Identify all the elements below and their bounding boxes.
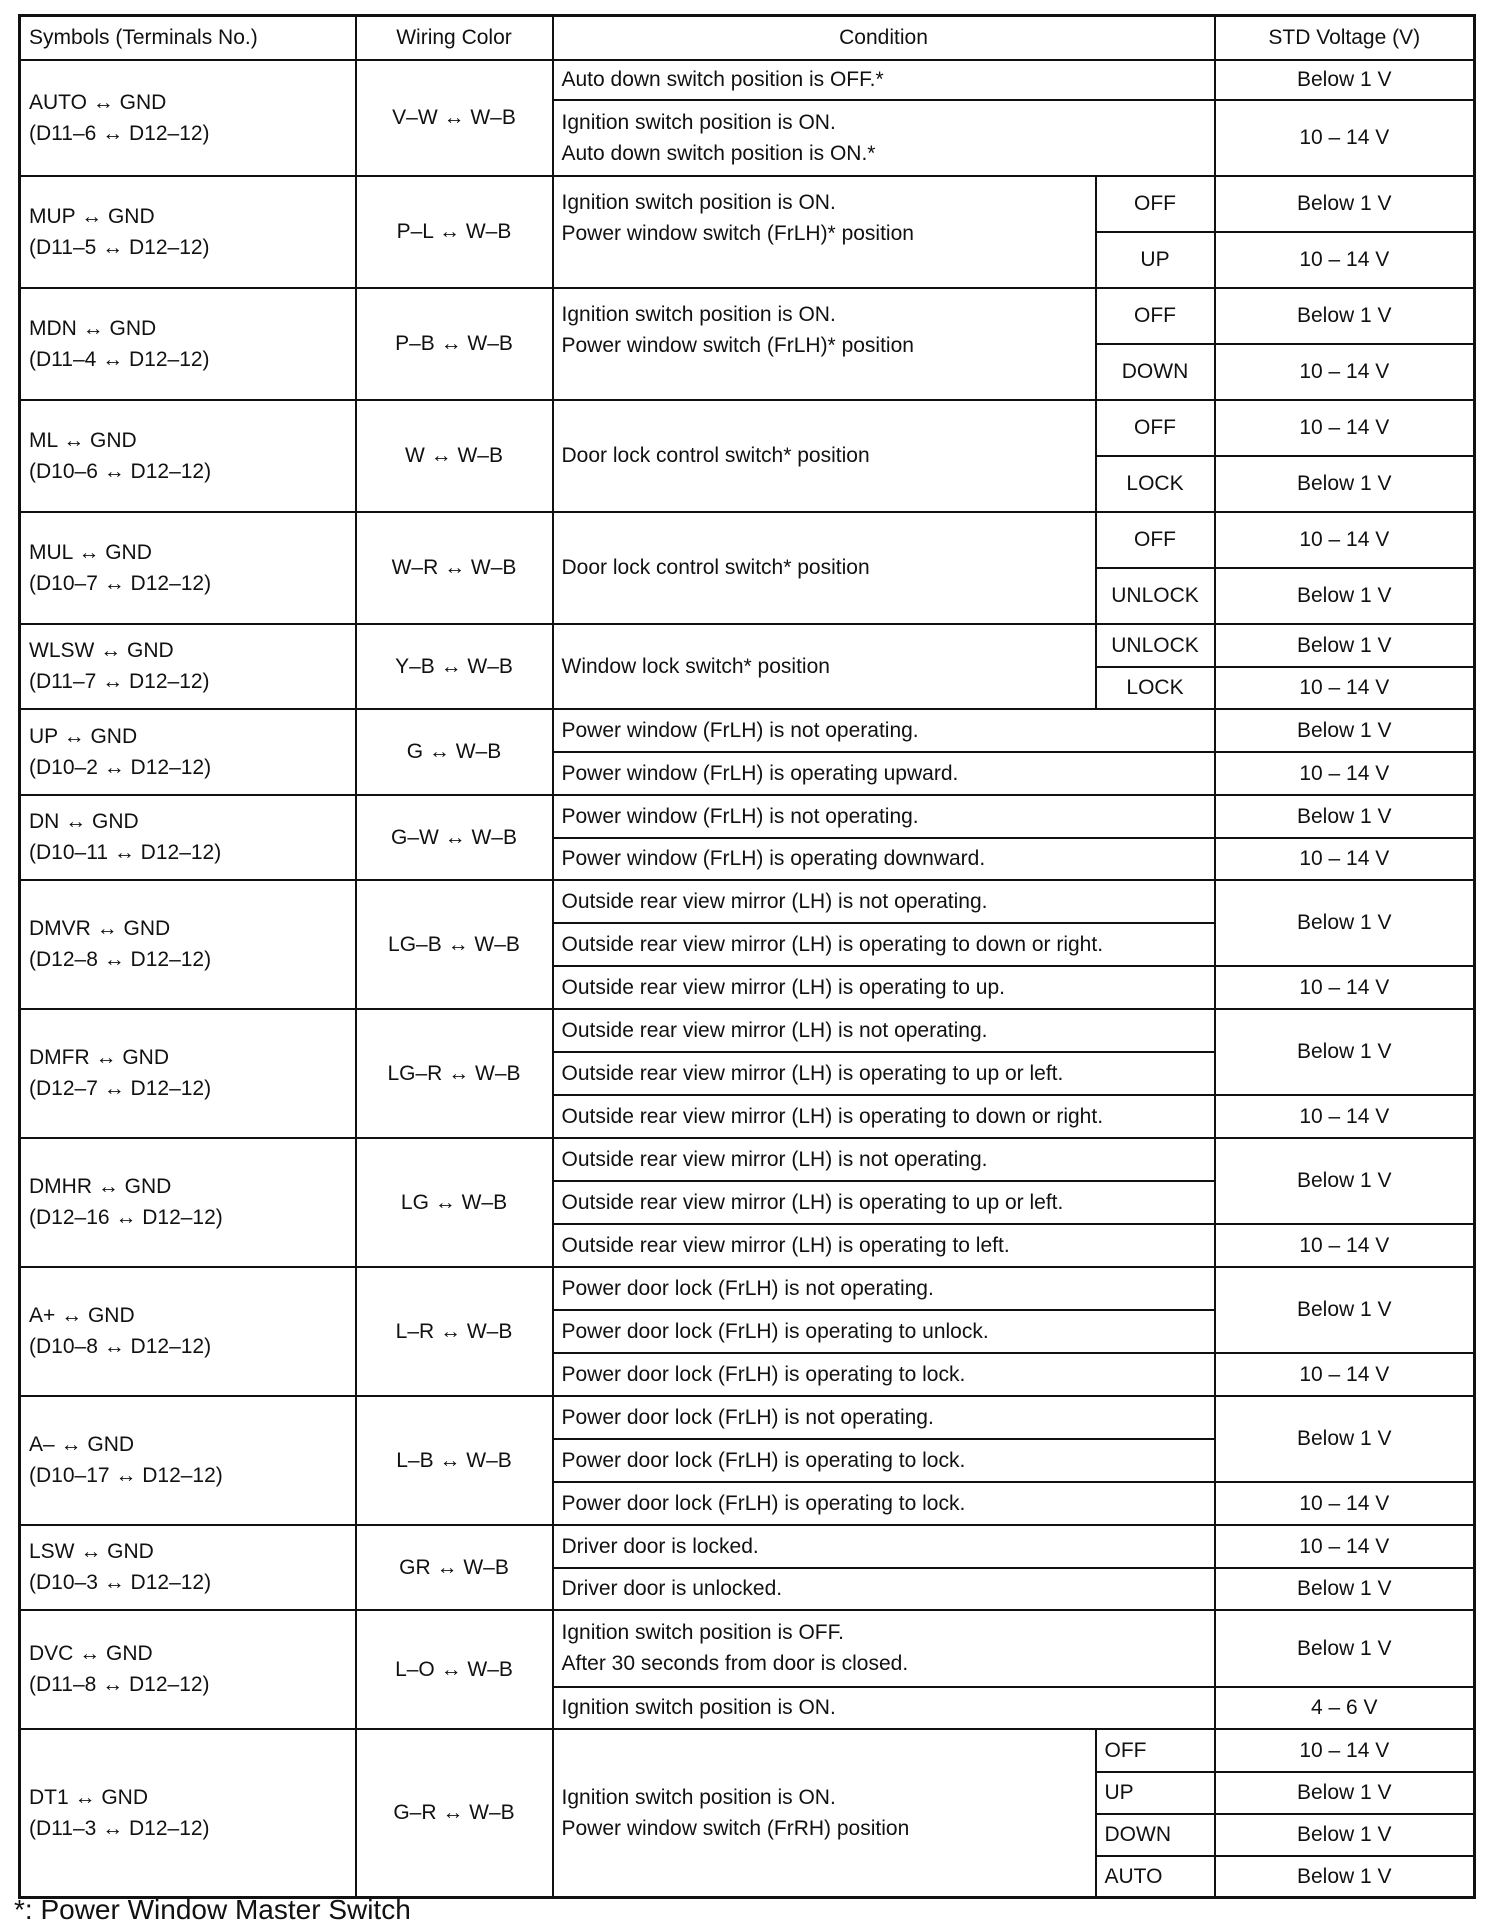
voltage-value: Below 1 V [1215,1396,1475,1482]
voltage-value: 4 – 6 V [1215,1687,1475,1729]
switch-position: AUTO [1096,1856,1215,1898]
terminal-text: (D11–7 ↔ D12–12) [29,670,210,693]
terminal-text: (D11–3 ↔ D12–12) [29,1816,210,1840]
condition-cell: Driver door is locked. [553,1525,1215,1568]
condition-cell: Power window (FrLH) is not operating. [553,795,1215,838]
voltage-value: 10 – 14 V [1215,752,1475,795]
wiring-color: G–W ↔ W–B [356,795,553,880]
symbol-text: AUTO ↔ GND [29,90,167,114]
condition-cell: Outside rear view mirror (LH) is operating to left. [553,1224,1215,1267]
voltage-value: Below 1 V [1215,1568,1475,1610]
condition-text: Ignition switch position is ON. [561,110,836,134]
symbol-text: UP ↔ GND [29,724,138,748]
terminal-text: (D10–7 ↔ D12–12) [29,571,212,595]
condition-cell [553,512,1096,624]
terminal-text: (D11–6 ↔ D12–12) [29,121,210,145]
terminal-text: (D11–5 ↔ D12–12) [29,235,210,259]
table-row [20,1267,1475,1310]
wiring-color: P–L ↔ W–B [356,176,553,288]
symbol-text: MDN ↔ GND [29,316,157,340]
symbol-text: A– ↔ GND [29,1433,135,1456]
terminal-voltage-table-wrapper [18,14,1473,1899]
switch-position: OFF [1096,400,1215,456]
condition-cell: Outside rear view mirror (LH) is operating to down or right. [553,923,1215,966]
condition-cell: Driver door is unlocked. [553,1568,1215,1610]
voltage-value: 10 – 14 V [1215,838,1475,880]
condition-cell: Outside rear view mirror (LH) is not operating. [553,880,1215,923]
wiring-color: P–B ↔ W–B [356,288,553,400]
header-voltage: STD Voltage (V) [1215,16,1475,60]
condition-text: Ignition switch position is ON. [561,190,836,214]
table-row [20,512,1475,568]
symbol-text: MUL ↔ GND [29,540,152,564]
condition-cell: Outside rear view mirror (LH) is not operating. [553,1009,1215,1052]
voltage-value: Below 1 V [1215,1772,1475,1814]
voltage-value: Below 1 V [1215,709,1475,752]
table-row [20,288,1475,344]
condition-cell: Power door lock (FrLH) is not operating. [553,1396,1215,1439]
voltage-value: Below 1 V [1215,880,1475,966]
voltage-value: 10 – 14 V [1215,1525,1475,1568]
table-row [20,709,1475,752]
table-row [20,1525,1475,1568]
voltage-value: Below 1 V [1215,456,1475,512]
voltage-value: Below 1 V [1215,624,1475,667]
voltage-value: 10 – 14 V [1215,1353,1475,1396]
symbol-cell [20,1138,356,1267]
wiring-color: Y–B ↔ W–B [356,624,553,709]
condition-text: Auto down switch position is ON.* [561,141,876,165]
symbol-cell [20,1610,356,1729]
terminal-text: (D10–17 ↔ D12–12) [29,1464,223,1487]
voltage-value: Below 1 V [1215,176,1475,232]
symbol-cell [20,1729,356,1898]
voltage-value: 10 – 14 V [1215,512,1475,568]
symbol-cell [20,795,356,880]
symbol-text: DMHR ↔ GND [29,1175,172,1198]
condition-text: Door lock control switch* position [561,556,870,579]
header-condition: Condition [553,16,1215,60]
condition-cell: Power door lock (FrLH) is operating to unlock. [553,1310,1215,1353]
terminal-text: (D10–11 ↔ D12–12) [29,841,222,864]
wiring-color: LG–B ↔ W–B [356,880,553,1009]
wiring-color: L–O ↔ W–B [356,1610,553,1729]
symbol-cell [20,1525,356,1610]
table-row [20,624,1475,667]
condition-cell: Power window (FrLH) is not operating. [553,709,1215,752]
condition-cell: Ignition switch position is ON. [553,1687,1215,1729]
condition-cell: Outside rear view mirror (LH) is not operating. [553,1138,1215,1181]
condition-cell: Power door lock (FrLH) is operating to lock. [553,1439,1215,1482]
voltage-value: 10 – 14 V [1215,400,1475,456]
condition-cell: Power window (FrLH) is operating upward. [553,752,1215,795]
voltage-value: Below 1 V [1215,795,1475,838]
condition-cell [553,1610,1215,1687]
table-row [20,1138,1475,1181]
condition-text: Ignition switch position is OFF. [561,1621,844,1644]
condition-cell [553,288,1096,400]
switch-position: UNLOCK [1096,568,1215,624]
voltage-value: 10 – 14 V [1215,667,1475,709]
switch-position: UP [1096,1772,1215,1814]
symbol-text: LSW ↔ GND [29,1540,154,1563]
wiring-color: GR ↔ W–B [356,1525,553,1610]
footnote: *: Power Window Master Switch [14,1894,411,1925]
switch-position: OFF [1096,1729,1215,1772]
switch-position: UNLOCK [1096,624,1215,667]
condition-cell: Outside rear view mirror (LH) is operating to up or left. [553,1052,1215,1095]
condition-cell [553,400,1096,512]
condition-cell: Power door lock (FrLH) is operating to lock. [553,1482,1215,1525]
wiring-color: G–R ↔ W–B [356,1729,553,1898]
condition-cell: Outside rear view mirror (LH) is operating to down or right. [553,1095,1215,1138]
condition-cell [553,624,1096,709]
symbol-cell [20,60,356,176]
symbol-text: DVC ↔ GND [29,1642,153,1665]
switch-position: DOWN [1096,344,1215,400]
voltage-value: Below 1 V [1215,1009,1475,1095]
voltage-value: Below 1 V [1215,60,1475,100]
header-row [20,16,1475,60]
symbol-cell [20,176,356,288]
table-row [20,1396,1475,1439]
switch-position: UP [1096,232,1215,288]
table-row [20,1610,1475,1687]
symbol-text: A+ ↔ GND [29,1304,135,1327]
condition-text: Power window switch (FrLH)* position [561,221,914,245]
voltage-value: Below 1 V [1215,1138,1475,1224]
wiring-color: G ↔ W–B [356,709,553,795]
table-row [20,400,1475,456]
symbol-text: ML ↔ GND [29,428,137,452]
switch-position: LOCK [1096,667,1215,709]
condition-text: Window lock switch* position [561,654,830,678]
wiring-color: L–R ↔ W–B [356,1267,553,1396]
voltage-value: 10 – 14 V [1215,100,1475,176]
terminal-text: (D11–8 ↔ D12–12) [29,1673,210,1696]
table-row [20,880,1475,923]
condition-cell [553,100,1215,176]
voltage-value: Below 1 V [1215,1814,1475,1856]
wiring-color: W–R ↔ W–B [356,512,553,624]
condition-cell: Power door lock (FrLH) is operating to lock. [553,1353,1215,1396]
voltage-value: 10 – 14 V [1215,966,1475,1009]
table-row [20,1729,1475,1772]
terminal-text: (D10–2 ↔ D12–12) [29,755,212,779]
wiring-color: LG–R ↔ W–B [356,1009,553,1138]
switch-position: DOWN [1096,1814,1215,1856]
voltage-value: 10 – 14 V [1215,1729,1475,1772]
symbol-cell [20,1396,356,1525]
condition-text: Door lock control switch* position [561,444,870,467]
symbol-text: DMVR ↔ GND [29,917,171,940]
condition-cell: Power window (FrLH) is operating downward. [553,838,1215,880]
switch-position: OFF [1096,512,1215,568]
symbol-text: WLSW ↔ GND [29,639,174,662]
condition-cell [553,60,1215,100]
wiring-color: W ↔ W–B [356,400,553,512]
symbol-cell [20,709,356,795]
header-symbols: Symbols (Terminals No.) [20,16,356,60]
table-row [20,795,1475,838]
terminal-text: (D10–8 ↔ D12–12) [29,1335,212,1358]
condition-cell [553,1729,1096,1898]
terminal-text: (D10–3 ↔ D12–12) [29,1571,212,1594]
condition-text: After 30 seconds from door is closed. [561,1652,909,1675]
wiring-color: LG ↔ W–B [356,1138,553,1267]
switch-position: LOCK [1096,456,1215,512]
symbol-text: DT1 ↔ GND [29,1785,149,1809]
terminal-text: (D12–8 ↔ D12–12) [29,948,212,971]
header-wiring: Wiring Color [356,16,553,60]
table-row [20,1009,1475,1052]
condition-cell: Outside rear view mirror (LH) is operating to up or left. [553,1181,1215,1224]
wiring-color: V–W ↔ W–B [356,60,553,176]
symbol-cell [20,880,356,1009]
voltage-value: 10 – 14 V [1215,1224,1475,1267]
terminal-text: (D12–7 ↔ D12–12) [29,1077,212,1100]
voltage-value: 10 – 14 V [1215,1095,1475,1138]
terminal-voltage-table [18,14,1476,1899]
symbol-cell [20,512,356,624]
table-row [20,176,1475,232]
voltage-value: 10 – 14 V [1215,232,1475,288]
wiring-color: L–B ↔ W–B [356,1396,553,1525]
symbol-cell [20,400,356,512]
voltage-value: Below 1 V [1215,1610,1475,1687]
condition-cell [553,176,1096,288]
condition-text: Auto down switch position is OFF.* [561,68,884,91]
terminal-text: (D10–6 ↔ D12–12) [29,459,212,483]
symbol-text: DN ↔ GND [29,810,139,833]
voltage-value: Below 1 V [1215,288,1475,344]
voltage-value: Below 1 V [1215,1267,1475,1353]
terminal-text: (D11–4 ↔ D12–12) [29,347,210,371]
condition-text: Power window switch (FrLH)* position [561,333,914,357]
voltage-value: 10 – 14 V [1215,344,1475,400]
symbol-cell [20,288,356,400]
condition-cell: Outside rear view mirror (LH) is operating to up. [553,966,1215,1009]
symbol-cell [20,1009,356,1138]
condition-text: Power window switch (FrRH) position [561,1816,910,1840]
switch-position: OFF [1096,176,1215,232]
voltage-value: Below 1 V [1215,1856,1475,1898]
symbol-text: DMFR ↔ GND [29,1046,169,1069]
symbol-text: MUP ↔ GND [29,204,155,228]
condition-cell: Power door lock (FrLH) is not operating. [553,1267,1215,1310]
condition-text: Ignition switch position is ON. [561,302,836,326]
symbol-cell [20,624,356,709]
symbol-cell [20,1267,356,1396]
voltage-value: 10 – 14 V [1215,1482,1475,1525]
voltage-value: Below 1 V [1215,568,1475,624]
switch-position: OFF [1096,288,1215,344]
table-row [20,60,1475,100]
terminal-text: (D12–16 ↔ D12–12) [29,1206,223,1229]
condition-text: Ignition switch position is ON. [561,1785,836,1809]
